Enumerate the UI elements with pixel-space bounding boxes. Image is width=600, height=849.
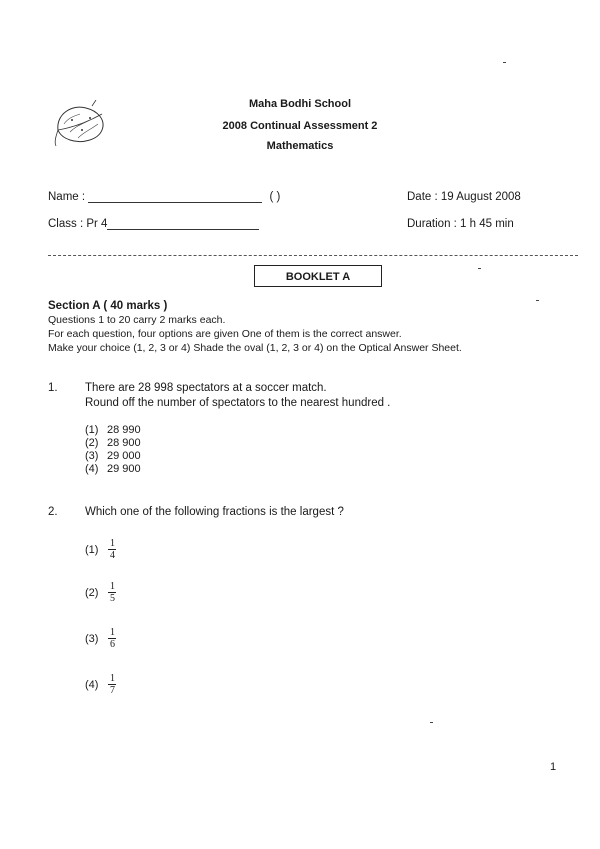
answer-option[interactable] — [85, 627, 116, 650]
class-field-row — [48, 218, 259, 230]
class-blank-line[interactable] — [107, 219, 259, 230]
duration-field: Duration : 1 h 45 min — [407, 218, 514, 230]
option-label: (3) — [85, 450, 99, 462]
option-label: (4) — [85, 463, 99, 475]
option-label: (4) — [85, 678, 99, 691]
answer-option[interactable] — [85, 538, 116, 561]
fraction-denominator: 5 — [109, 593, 115, 604]
fraction-denominator: 6 — [109, 639, 115, 650]
name-blank-line[interactable] — [88, 192, 262, 203]
page-number: 1 — [550, 761, 557, 773]
booklet-label-box: BOOKLET A — [254, 265, 382, 287]
fraction — [108, 627, 116, 650]
answer-option[interactable] — [85, 463, 141, 475]
answer-option[interactable] — [85, 450, 141, 462]
answer-option[interactable] — [85, 673, 116, 696]
answer-option[interactable] — [85, 437, 141, 449]
question-text-line: There are 28 998 spectators at a soccer match. — [85, 382, 327, 394]
option-value: 29 900 — [107, 463, 141, 475]
fraction — [108, 581, 116, 604]
instruction-line: Make your choice (1, 2, 3 or 4) Shade the oval (1, 2, 3 or 4) on the Optical Answer Sheet. — [48, 342, 462, 354]
fraction-numerator: 1 — [109, 627, 115, 638]
fraction-denominator: 7 — [109, 685, 115, 696]
register-number-brackets: ( ) — [269, 191, 281, 203]
fraction-denominator: 4 — [109, 550, 115, 561]
date-field: Date : 19 August 2008 — [407, 191, 521, 203]
scan-speck — [536, 300, 539, 301]
scan-speck — [478, 268, 481, 269]
school-name: Maha Bodhi School — [248, 98, 352, 110]
answer-option[interactable] — [85, 581, 116, 604]
option-value: 29 000 — [107, 450, 141, 462]
class-label: Class : Pr 4 — [48, 218, 108, 230]
fraction-numerator: 1 — [109, 581, 115, 592]
instruction-line: For each question, four options are given One of them is the correct answer. — [48, 328, 402, 340]
option-label: (3) — [85, 632, 99, 645]
assessment-title: 2008 Continual Assessment 2 — [222, 120, 378, 132]
option-label: (1) — [85, 543, 99, 556]
name-field-row — [48, 191, 280, 203]
name-label: Name : — [48, 191, 86, 203]
section-title: Section A ( 40 marks ) — [48, 300, 168, 312]
option-value: 28 990 — [107, 424, 141, 436]
answer-option[interactable] — [85, 424, 141, 436]
fraction-numerator: 1 — [109, 538, 115, 549]
question-number: 2. — [48, 506, 58, 518]
option-label: (2) — [85, 437, 99, 449]
option-value: 28 900 — [107, 437, 141, 449]
instruction-line: Questions 1 to 20 carry 2 marks each. — [48, 314, 226, 326]
question-number: 1. — [48, 382, 58, 394]
subject-title: Mathematics — [266, 140, 334, 152]
option-label: (1) — [85, 424, 99, 436]
question-text-line: Round off the number of spectators to the nearest hundred . — [85, 397, 391, 409]
scan-speck — [430, 722, 433, 723]
fraction-numerator: 1 — [109, 673, 115, 684]
option-label: (2) — [85, 586, 99, 599]
dashed-separator — [48, 255, 578, 256]
scan-speck — [503, 62, 506, 63]
fraction — [108, 673, 116, 696]
fraction — [108, 538, 116, 561]
question-text-line: Which one of the following fractions is the largest ? — [85, 506, 344, 518]
